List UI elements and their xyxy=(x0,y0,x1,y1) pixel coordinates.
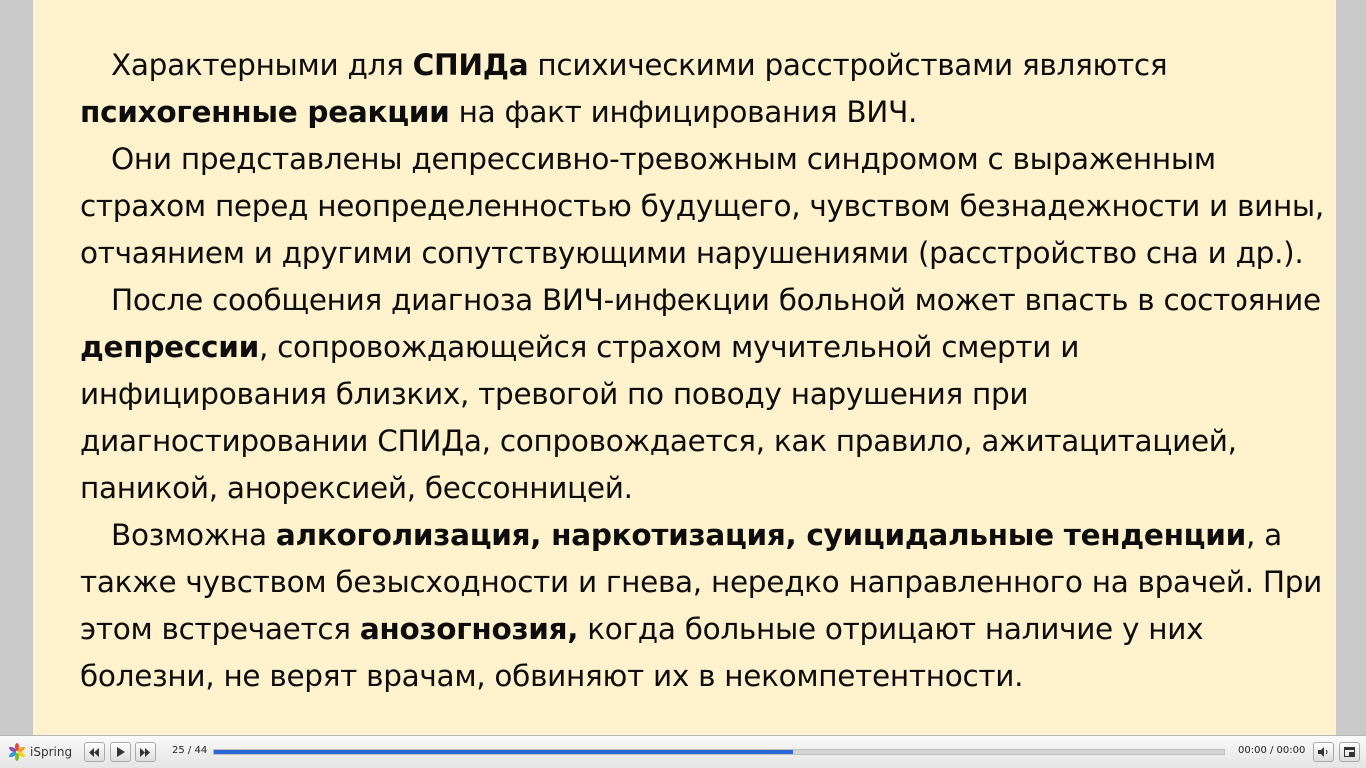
text-run: психическими расстройствами являются xyxy=(528,48,1168,82)
text-run: , сопровождающейся страхом мучительной смерти и xyxy=(258,330,1080,364)
volume-button[interactable] xyxy=(1313,742,1334,762)
player-bar xyxy=(0,735,1366,768)
paragraph-2 xyxy=(80,136,1325,277)
text-run: на факт инфицирования ВИЧ. xyxy=(449,95,918,129)
ispring-logo xyxy=(8,743,72,761)
bold-text: алкоголизация, наркотизация, суицидальные тенденции xyxy=(275,518,1246,552)
text-line: отчаянием и другими сопутствующими нарушениями (расстройство сна и др.). xyxy=(80,236,1304,270)
progress-bar[interactable] xyxy=(213,749,1225,755)
bold-text: СПИДа xyxy=(412,48,529,82)
progress-fill xyxy=(214,750,793,754)
text-line: После сообщения диагноза ВИЧ-инфекции больной может впасть в состояние xyxy=(111,283,1321,317)
rewind-icon xyxy=(89,748,100,757)
text-run: когда больные отрицают наличие у них xyxy=(578,612,1204,646)
paragraph-4 xyxy=(80,512,1323,700)
text-line: паникой, анорексией, бессонницей. xyxy=(80,471,633,505)
paragraph-1 xyxy=(80,42,1320,136)
forward-icon xyxy=(140,748,151,757)
play-button[interactable] xyxy=(110,742,131,762)
text-run: , а xyxy=(1246,518,1282,552)
forward-button[interactable] xyxy=(135,742,156,762)
bold-text: анозогнозия, xyxy=(359,612,579,646)
text-run: Характерными для xyxy=(111,48,413,82)
time-display: 00:00 / 00:00 xyxy=(1238,745,1306,756)
text-run: Возможна xyxy=(111,518,276,552)
fullscreen-icon xyxy=(1344,747,1355,757)
text-line: Они представлены депрессивно-тревожным синдромом с выраженным xyxy=(111,142,1216,176)
brand-name: iSpring xyxy=(30,745,73,759)
text-run: этом встречается xyxy=(80,612,360,646)
play-icon xyxy=(117,747,125,757)
slide-counter: 25 / 44 xyxy=(172,745,208,756)
text-line: диагностировании СПИДа, сопровождается, как правило, ажитацитацией, xyxy=(80,424,1237,458)
slide-text xyxy=(80,42,1325,700)
bold-text: депрессии xyxy=(80,330,259,364)
bold-text: психогенные реакции xyxy=(80,95,450,129)
paragraph-3 xyxy=(80,277,1320,512)
text-line: болезни, не верят врачам, обвиняют их в некомпетентности. xyxy=(80,659,1024,693)
ispring-logo-icon xyxy=(8,743,26,761)
text-line: также чувством безысходности и гнева, нередко направленного на врачей. При xyxy=(80,565,1323,599)
rewind-button[interactable] xyxy=(84,742,105,762)
text-line: страхом перед неопределенностью будущего, чувством безнадежности и вины, xyxy=(80,189,1325,223)
slide xyxy=(33,0,1336,735)
fullscreen-button[interactable] xyxy=(1339,742,1360,762)
text-line: инфицирования близких, тревогой по поводу нарушения при xyxy=(80,377,1029,411)
volume-icon xyxy=(1318,747,1330,757)
